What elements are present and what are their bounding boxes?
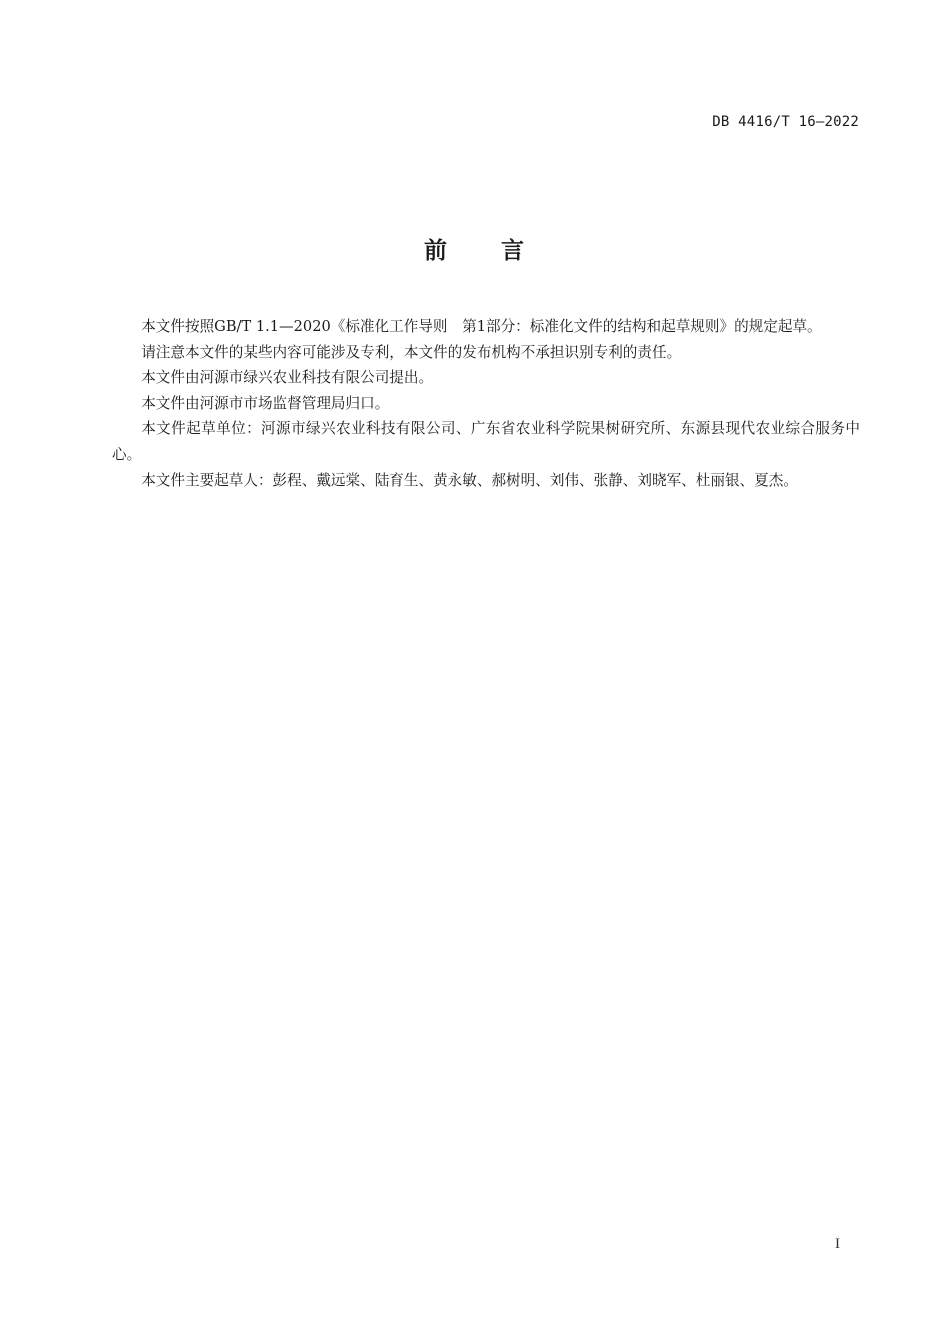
document-code: DB 4416/T 16—2022 <box>712 114 859 130</box>
title-char-1: 前 <box>424 238 449 264</box>
paragraph-administrator: 本文件由河源市市场监督管理局归口。 <box>141 394 390 412</box>
paragraph-drafting-rules: 本文件按照GB/T 1.1—2020《标准化工作导则 第1部分：标准化文件的结构和起草规则》的规定起草。 <box>141 318 822 335</box>
foreword-body <box>112 314 860 493</box>
paragraph-proposer: 本文件由河源市绿兴农业科技有限公司提出。 <box>141 369 434 387</box>
paragraph-drafters: 本文件主要起草人：彭程、戴远棠、陆育生、黄永敏、郝树明、刘伟、张静、刘晓军、杜丽银、夏杰。 <box>141 471 798 489</box>
page-title <box>0 232 950 265</box>
title-char-2: 言 <box>501 238 526 264</box>
paragraph-drafting-units: 本文件起草单位：河源市绿兴农业科技有限公司、广东省农业科学院果树研究所、东源县现代农业综合服务中心。 <box>112 420 860 463</box>
paragraph-patent-notice: 请注意本文件的某些内容可能涉及专利，本文件的发布机构不承担识别专利的责任。 <box>141 343 682 361</box>
page-number: I <box>835 1236 840 1252</box>
